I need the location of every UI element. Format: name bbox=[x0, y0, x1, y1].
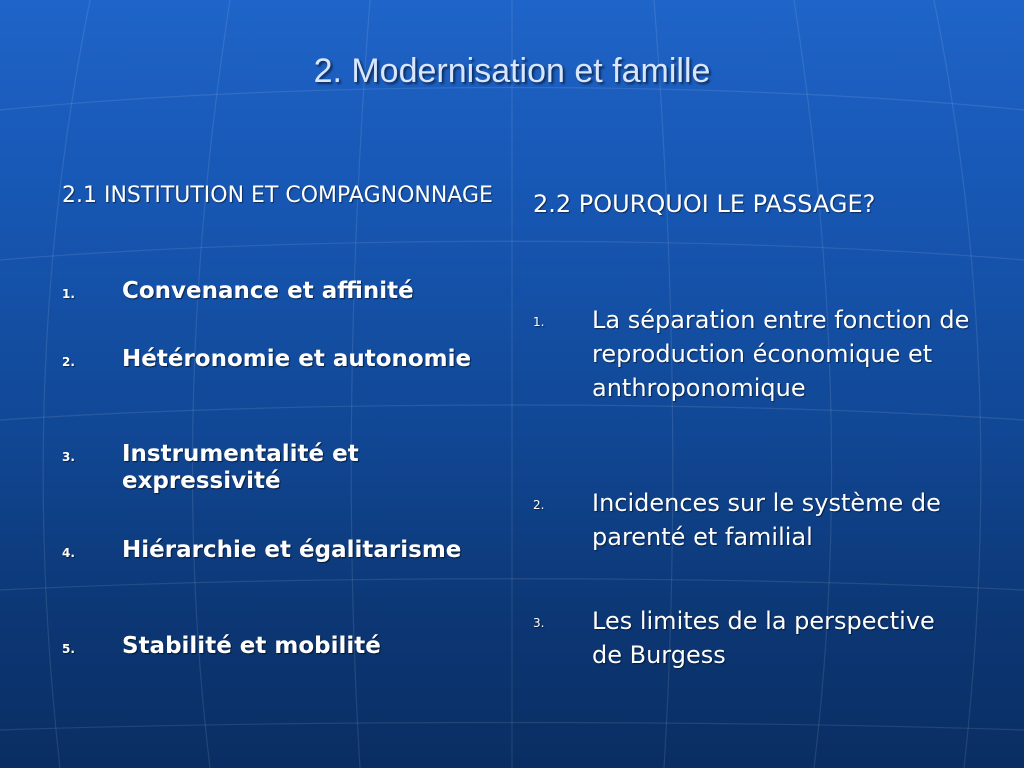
list-item-text: Incidences sur le système de parenté et familial bbox=[592, 489, 941, 551]
list-item-text: Hiérarchie et égalitarisme bbox=[122, 537, 462, 563]
right-column-heading: 2.2 POURQUOI LE PASSAGE? bbox=[533, 190, 876, 218]
list-item-number: 2. bbox=[533, 498, 545, 512]
list-item-number: 3. bbox=[62, 450, 75, 464]
slide-title: 2. Modernisation et famille bbox=[313, 52, 711, 90]
list-item-text: Instrumentalité et expressivité bbox=[122, 441, 359, 494]
list-item-number: 4. bbox=[62, 546, 75, 560]
left-column-heading: 2.1 INSTITUTION ET COMPAGNONNAGE bbox=[62, 183, 493, 208]
list-item-text: La séparation entre fonction de reproduction économique et anthroponomique bbox=[592, 306, 970, 402]
list-item-text: Les limites de la perspective de Burgess bbox=[592, 607, 935, 669]
list-item-text: Convenance et affinité bbox=[122, 278, 414, 304]
list-item-number: 5. bbox=[62, 642, 75, 656]
list-item-number: 2. bbox=[62, 355, 75, 369]
list-item-number: 1. bbox=[62, 287, 75, 301]
list-item-text: Stabilité et mobilité bbox=[122, 633, 381, 659]
list-item-text: Hétéronomie et autonomie bbox=[122, 346, 472, 372]
list-item-number: 3. bbox=[533, 616, 545, 630]
list-item-number: 1. bbox=[533, 315, 545, 329]
